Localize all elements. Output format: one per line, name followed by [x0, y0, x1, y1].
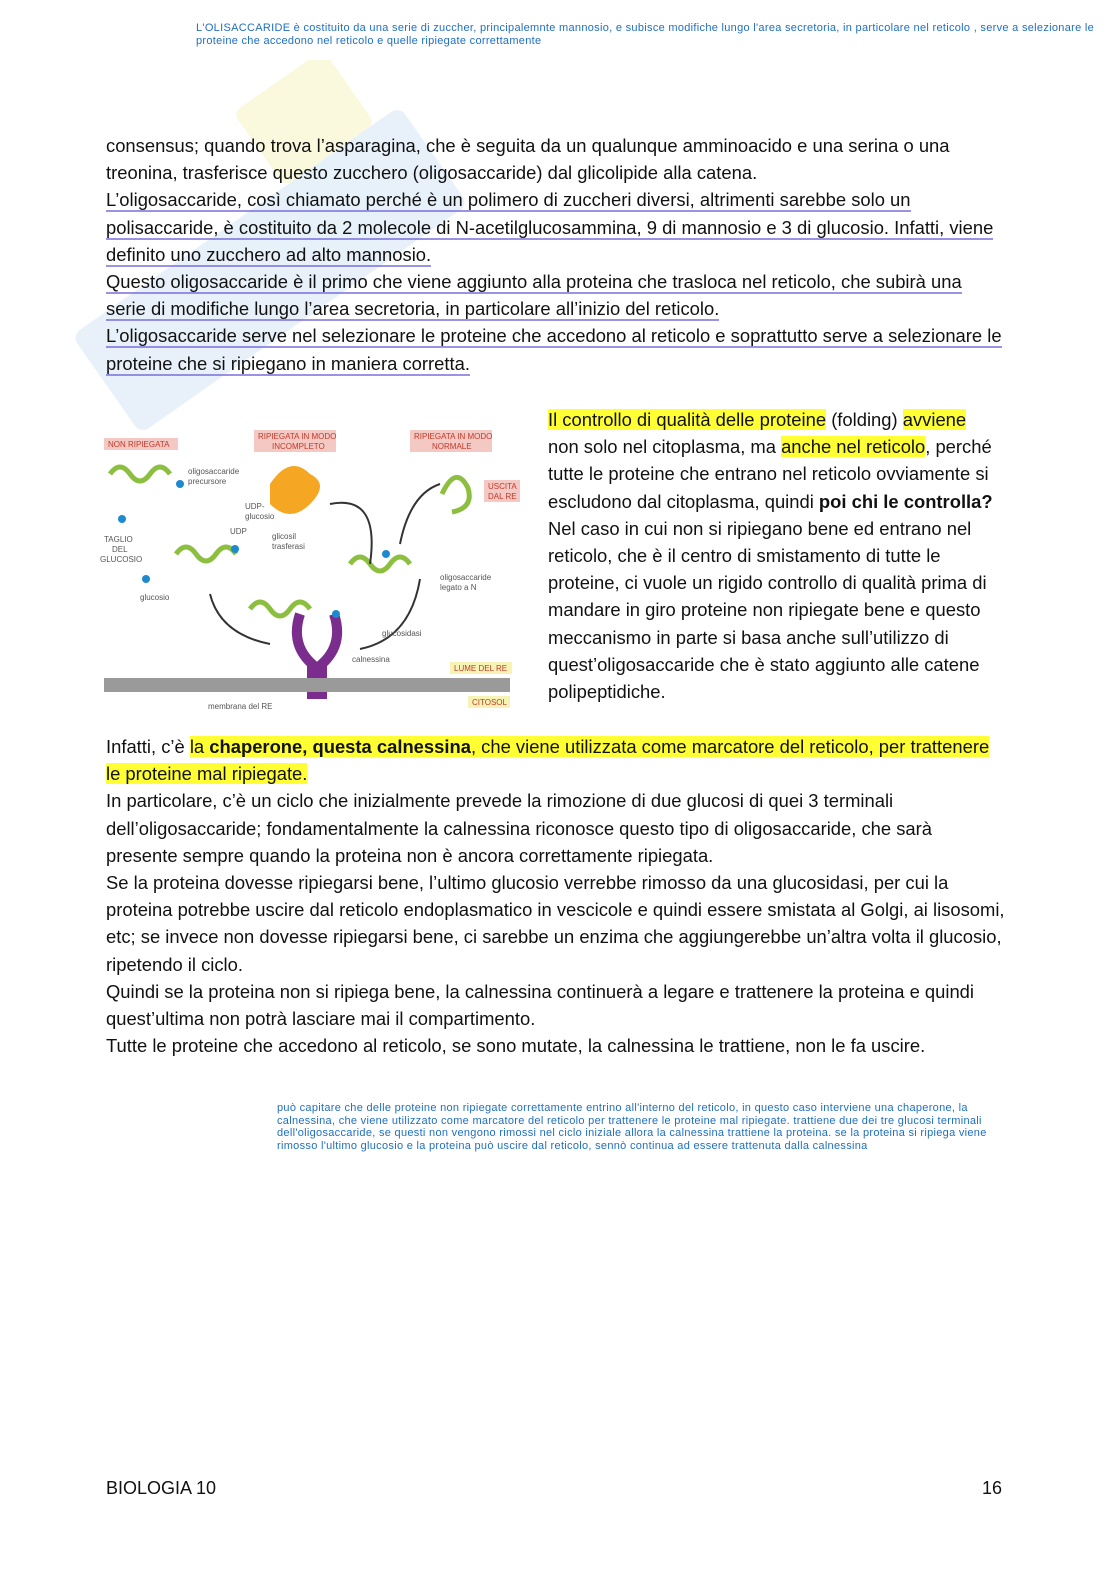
udp-glucose-marker: [231, 545, 239, 553]
label-transferase-2: trasferasi: [272, 542, 305, 551]
label-udp: UDP: [230, 527, 247, 536]
label-glucosidase: glucosidasi: [382, 629, 422, 638]
calnexin-oligosaccharide-marker: [332, 610, 340, 618]
side-text-1: (folding): [826, 409, 903, 430]
label-trimming-1: TAGLIO: [104, 535, 133, 544]
footer-title: BIOLOGIA 10: [106, 1478, 217, 1498]
tag-exit-1: USCITA: [488, 482, 517, 491]
top-annotation: L'OLISACCARIDE è costituito da una serie di zuccher, principalemnte mannosio, e subisce modifiche lungo l'area secretoria, in particolare nel reticolo , serve a selezionare le proteine che accedono nel reticolo e quelle ripiegate correttamente: [196, 22, 1095, 47]
side-highlight-2: avviene: [902, 409, 967, 430]
er-membrane-bar: [104, 678, 510, 692]
intro-paragraph-4: [106, 322, 1006, 376]
label-udp-glucose-2: glucosio: [245, 512, 275, 521]
folded-protein-shape: [442, 477, 469, 512]
calnexin-cycle-figure: [100, 424, 520, 724]
label-lumen: LUME DEL RE: [454, 664, 508, 673]
side-highlight-1: Il controllo di qualità delle proteine: [548, 409, 827, 430]
page-number: 16: [982, 1478, 1003, 1498]
side-paragraph-1: [548, 406, 998, 515]
label-glucose: glucosio: [140, 593, 170, 602]
main-paragraph-4: Quindi se la proteina non si ripiega bene, la calnessina continuerà a legare e trattenere la proteina e quindi quest’ultima non potrà lasciare mai il compartimento.: [106, 980, 974, 1030]
tag-normal-2: NORMALE: [432, 442, 472, 451]
side-question: poi chi le controlla?: [818, 490, 993, 512]
side-paragraph-2: Nel caso in cui non si ripiegano bene ed entrano nel reticolo, che è il centro di smistamento di tutte le proteine, ci vuole un rigido controllo di qualità prima di mandare in giro proteine non ripiegate bene e questo meccanismo in parte si basa anche sull’utilizzo di quest’oligosaccaride che è stato aggiunto alle catene polipeptidiche.: [548, 517, 987, 703]
label-calnexin: calnessina: [352, 655, 390, 664]
side-highlight-3: anche nel reticolo: [781, 436, 926, 458]
protein-right-shape: [350, 557, 410, 571]
label-membrane: membrana del RE: [208, 702, 273, 711]
cycle-arrow-right: [360, 579, 420, 649]
intro-paragraph-4-text: L’oligosaccaride serve nel selezionare le proteine che accedono al reticolo e soprattutto serve a selezionare le proteine che si ripiegano in maniera corretta.: [106, 325, 1002, 374]
cycle-arrow-top: [330, 503, 372, 564]
main-paragraph-2: In particolare, c’è un ciclo che inizialmente prevede la rimozione di due glucosi di quei 3 terminali dell’oligosaccaride; fondamentalmente la calnessina riconosce questo tipo di oligosaccaride, che sarà presente sempre quando la proteina non è ancora correttamente ripiegata.: [106, 790, 933, 866]
tag-incomplete-2: INCOMPLETO: [272, 442, 325, 451]
main-p1-prefix: Infatti, c’è: [106, 736, 190, 757]
main-p1-highlight-start: la: [189, 736, 210, 757]
tag-normal-1: RIPIEGATA IN MODO: [414, 432, 493, 441]
tag-exit-2: DAL RE: [488, 492, 517, 501]
intro-paragraph-3: [106, 268, 1006, 322]
label-cytosol: CITOSOL: [472, 698, 507, 707]
side-column: [548, 406, 998, 705]
protein-shape: [176, 547, 236, 561]
label-nlinked-1: oligosaccaride: [440, 573, 492, 582]
oligosaccharide-marker: [176, 480, 184, 488]
glucose-marker-2: [142, 575, 150, 583]
exit-arrow: [400, 484, 440, 544]
intro-paragraph-2: [106, 186, 1006, 268]
label-udp-glucose-1: UDP-: [245, 502, 265, 511]
unfolded-protein-shape: [110, 467, 170, 481]
tag-incomplete-1: RIPIEGATA IN MODO: [258, 432, 337, 441]
tag-non-folded: NON RIPIEGATA: [108, 440, 170, 449]
label-trimming-2: DEL: [112, 545, 128, 554]
label-trimming-3: GLUCOSIO: [100, 555, 143, 564]
main-section: [106, 733, 1006, 1059]
intro-section: [106, 132, 1006, 377]
intro-paragraph-3-text: Questo oligosaccaride è il primo che viene aggiunto alla proteina che trasloca nel reticolo, che subirà una serie di modifiche lungo l’area secretoria, in particolare all’inizio del reticolo.: [106, 271, 962, 320]
label-precursor-2: precursore: [188, 477, 227, 486]
label-transferase-1: glicosil: [272, 532, 297, 541]
label-nlinked-2: legato a N: [440, 583, 477, 592]
protein-on-calnexin-shape: [250, 602, 310, 616]
glycosyl-transferase-shape: [270, 466, 320, 514]
right-oligosaccharide-marker: [382, 550, 390, 558]
main-p1-highlight-end: , che viene utilizzata come marcatore del reticolo, per trattenere le proteine mal ripiegate.: [106, 736, 990, 785]
main-paragraph-3: Se la proteina dovesse ripiegarsi bene, l’ultimo glucosio verrebbe rimosso da una glucosidasi, per cui la proteina potrebbe uscire dal reticolo endoplasmatico in vescicole e quindi essere smistata al Golgi, ai lisosomi, etc; se invece non dovesse ripiegarsi bene, ci sarebbe un enzima che aggiungerebbe un’altra volta il glucosio, ripetendo il ciclo.: [106, 872, 1005, 975]
main-paragraph-1: [106, 733, 1006, 787]
side-text-2: non solo nel citoplasma, ma: [548, 436, 782, 458]
main-p1-bold: chaperone, questa calnessina: [209, 736, 471, 757]
glucose-marker: [118, 515, 126, 523]
intro-paragraph-1: consensus; quando trova l’asparagina, che è seguita da un qualunque amminoacido e una serina o una treonina, trasferisce questo zucchero (oligosaccaride) dal glicolipide alla catena.: [106, 135, 950, 184]
label-precursor-1: oligosaccaride: [188, 467, 240, 476]
side-text-3: , perché tutte le proteine che entrano nel reticolo ovviamente si escludono dal citoplasma, quindi: [548, 436, 992, 512]
bottom-annotation: può capitare che delle proteine non ripiegate correttamente entrino all'interno del reticolo, in questo caso interviene una chaperone, la calnessina, che viene utilizzato come marcatore del reticolo per trattenere le proteine mal ripiegate. trattiene due dei tre glucosi terminali dell'oligosaccaride, se questi non vengono rimossi nel ciclo iniziale allora la calnessina trattiene la proteina. se la proteina si ripiega viene rimosso l'ultimo glucosio e la proteina può uscire dal reticolo, sennò continua ad essere trattenuta dalla calnessina: [277, 1102, 987, 1152]
main-paragraph-5: Tutte le proteine che accedono al reticolo, se sono mutate, la calnessina le trattiene, non le fa uscire.: [106, 1035, 926, 1057]
intro-paragraph-2-text: L’oligosaccaride, così chiamato perché è un polimero di zuccheri diversi, altrimenti sarebbe solo un polisaccaride, è costituito da 2 molecole di N-acetilglucosammina, 9 di mannosio e 3 di glucosio. Infatti, viene definito uno zucchero ad alto mannosio.: [106, 189, 994, 265]
